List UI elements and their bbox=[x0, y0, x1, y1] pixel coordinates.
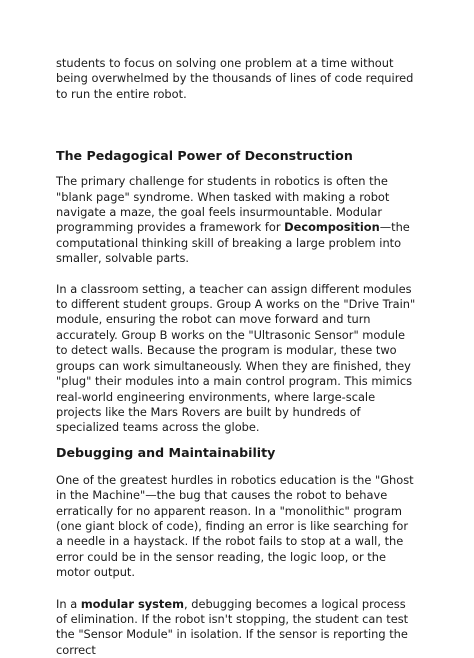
document-body bbox=[56, 56, 418, 658]
text-run: —the computational thinking skill of breaking a large problem into smaller, solvable parts. bbox=[56, 220, 410, 266]
section-heading-debugging: Debugging and Maintainability bbox=[56, 444, 276, 460]
section-heading-pedagogical-power: The Pedagogical Power of Deconstruction bbox=[56, 148, 353, 164]
paragraph-ghost-in-machine: One of the greatest hurdles in robotics education is the "Ghost in the Machine"—the bug that causes the robot to behave erratically for no apparent reason. In a "monolithic" program (one giant block of code), finding an error is like searching for a needle in a haystack. If the robot fails to stop at a wall, the error could be in the sensor reading, the logic loop, or the motor output. bbox=[56, 472, 414, 580]
bold-term-modular-system: modular system bbox=[80, 596, 184, 611]
bold-term-decomposition: Decomposition bbox=[284, 220, 380, 235]
paragraph-classroom-setting: In a classroom setting, a teacher can assign different modules to different student groups. Group A works on the "Drive Train" module, ensuring the robot can move forward and turn accurately. Group B works on the "Ultrasonic Sensor" module to detect walls. Because the program is modular, these two groups can work simultaneously. When they are finished, they "plug" their modules into a main control program. This mimics real-world engineering environments, where large-scale projects like the Mars Rovers are built by hundreds of specialized teams across the globe. bbox=[56, 281, 416, 435]
paragraph-modular-system bbox=[56, 597, 418, 658]
paragraph-blank-page-challenge bbox=[56, 174, 418, 266]
intro-paragraph: students to focus on solving one problem at a time without being overwhelmed by the thousands of lines of code required to run the entire robot. bbox=[56, 56, 414, 101]
text-run: In a bbox=[56, 596, 81, 611]
text-run: , debugging becomes a logical process of elimination. If the robot isn't stopping, the student can test the "Sensor Module" in isolation. If the sensor is reporting the correct bbox=[56, 596, 409, 657]
text-run: The primary challenge for students in robotics is often the "blank page" syndrome. When tasked with making a robot navigate a maze, the goal feels insurmountable. Modular programming provides a framework for bbox=[56, 174, 390, 235]
